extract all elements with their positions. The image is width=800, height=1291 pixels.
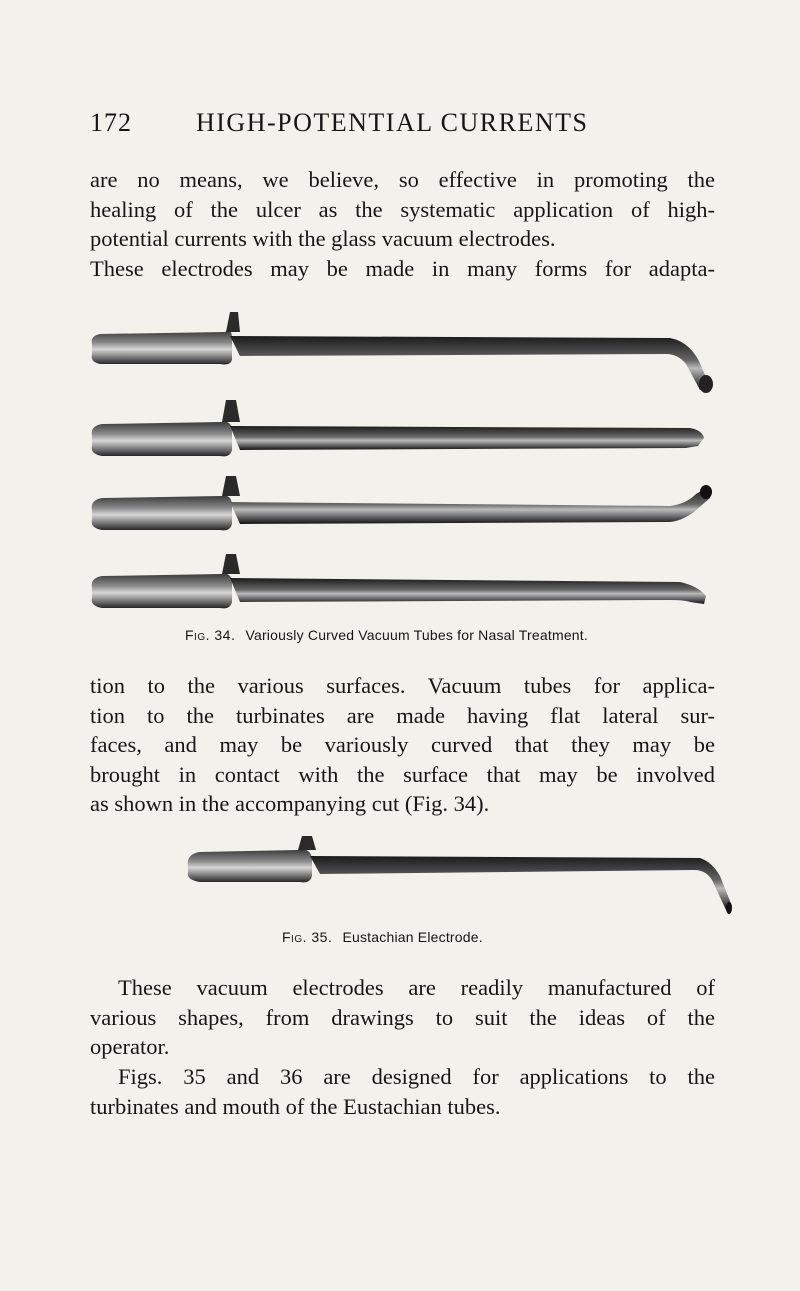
page-header [90,108,700,140]
text-line: brought in contact with the surface that may be involved [90,761,715,787]
paragraph-2 [90,671,715,819]
figure-35-caption [282,929,483,945]
figure-34-caption [185,627,588,643]
figure-caption-text: Variously Curved Vacuum Tubes for Nasal Treatment. [245,627,588,643]
text-line: Figs. 35 and 36 are designed for applications to the [118,1064,715,1089]
figure-caption-text: Eustachian Electrode. [342,929,483,945]
text-line: potential currents with the glass vacuum electrodes. [90,226,556,251]
paragraph-4 [90,1062,715,1121]
vacuum-tube-3 [92,476,712,530]
text-line: turbinates and mouth of the Eustachian tubes. [90,1093,501,1119]
page-number: 172 [90,108,132,137]
figure-35-illustration [140,836,780,916]
text-line: various shapes, from drawings to suit the ideas of the [90,1004,715,1030]
paragraph-3 [90,973,715,1062]
figure-34-illustration [80,308,720,613]
text-line: as shown in the accompanying cut (Fig. 34). [90,791,490,816]
vacuum-tube-1 [92,312,713,393]
paragraph-1 [90,165,715,283]
vacuum-tube-2 [92,400,704,456]
running-head: HIGH-POTENTIAL CURRENTS [196,108,589,137]
text-line: operator. [90,1034,170,1059]
text-line: tion to the turbinates are made having flat lateral sur- [90,702,715,728]
vacuum-tube-4 [92,554,706,608]
text-line: faces, and may be variously curved that they may be [90,732,715,757]
text-line: healing of the ulcer as the systematic application of high- [90,196,715,222]
text-line: are no means, we believe, so effective in promoting the [90,167,715,192]
figure-label: Fig. 34. [185,627,236,643]
figure-label: Fig. 35. [282,929,333,945]
text-line: These electrodes may be made in many forms for adapta- [90,255,715,281]
text-line: tion to the various surfaces. Vacuum tubes for applica- [90,673,715,698]
text-line: These vacuum electrodes are readily manufactured of [118,975,715,1000]
